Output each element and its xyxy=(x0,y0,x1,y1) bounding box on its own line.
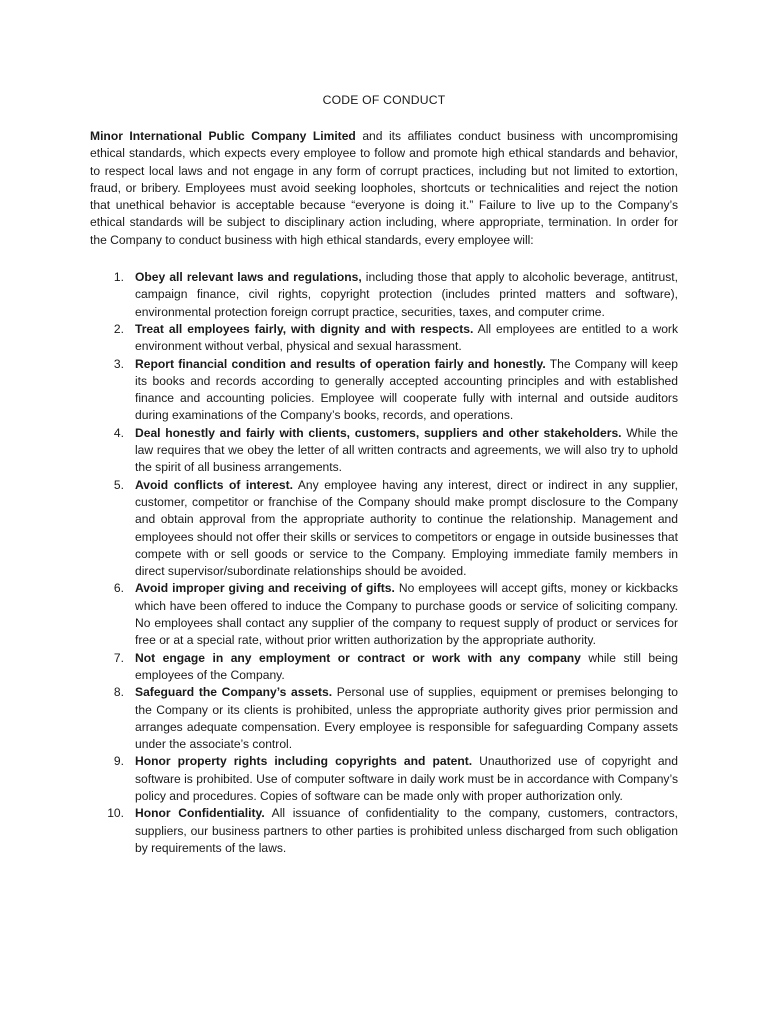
item-heading: Safeguard the Company’s assets. xyxy=(135,685,333,700)
intro-paragraph xyxy=(90,128,678,249)
item-text: The Company will keep its books and records according to generally accepted accounting principles and with established finance and accounting policies. Employee will cooperate fully with internal and outside auditors during examinations of the Company’s books, records, and operations. xyxy=(135,356,678,423)
list-item xyxy=(90,684,678,753)
item-text: while still being employees of the Company. xyxy=(135,650,679,682)
list-item xyxy=(90,425,678,477)
item-number: 3. xyxy=(113,356,124,371)
list-item xyxy=(90,321,678,356)
item-heading: Deal honestly and fairly with clients, customers, suppliers and other stakeholders. xyxy=(135,425,622,440)
item-text: Unauthorized use of copyright and software is prohibited. Use of computer software in daily work must be in accordance with Company’s policy and procedures. Copies of software can be made only with proper authorization only. xyxy=(135,754,678,803)
item-text: All issuance of confidentiality to the company, customers, contractors, suppliers, our business partners to other parties is prohibited unless discharged from such obligation by requirements of the laws. xyxy=(135,806,678,855)
item-heading: Avoid improper giving and receiving of gifts. xyxy=(135,581,395,596)
conduct-list xyxy=(90,269,678,857)
item-heading: Avoid conflicts of interest. xyxy=(135,477,293,492)
intro-text: and its affiliates conduct business with uncompromising ethical standards, which expects every employee to follow and promote high ethical standards and behavior, to respect local laws and not engage in any form of corrupt practices, including but not limited to extortion, fraud, or bribery. Employees must avoid seeking loopholes, shortcuts or technicalities and reject the notion that unethical behavior is acceptable because “everyone is doing it.” Failure to live up to the Company’s ethical standards will be subject to disciplinary action including, where appropriate, termination. In order for the Company to conduct business with high ethical standards, every employee will: xyxy=(90,129,678,247)
item-heading: Not engage in any employment or contract or work with any company xyxy=(135,650,581,665)
company-name: Minor International Public Company Limited xyxy=(90,129,356,143)
list-item xyxy=(90,269,678,321)
item-heading: Obey all relevant laws and regulations, xyxy=(135,270,362,285)
item-text: While the law requires that we obey the letter of all written contracts and agreements, we will also try to uphold the spirit of all business arrangements. xyxy=(135,425,678,475)
list-item xyxy=(90,356,678,425)
item-text: Any employee having any interest, direct or indirect in any supplier, customer, competitor or franchise of the Company should make prompt disclosure to the Company and obtain approval from the appropriate authority to continue the relationship. Management and employees should not offer their skills or services to competitors or engage in outside businesses that compete with or sell goods or service to the Company. Employing immediate family members in direct supervisor/subordinate relationships should be avoided. xyxy=(135,477,678,579)
item-heading: Honor property rights including copyrights and patent. xyxy=(135,754,473,769)
item-number: 8. xyxy=(113,685,124,700)
item-heading: Honor Confidentiality. xyxy=(135,806,265,821)
item-heading: Treat all employees fairly, with dignity and with respects. xyxy=(135,321,474,336)
item-text: No employees will accept gifts, money or kickbacks which have been offered to induce the Company to purchase goods or service of soliciting company. No employees shall contact any supplier of the company to request supply of product or services for free or at a special rate, without prior written authorization by the appropriate authority. xyxy=(135,581,678,648)
document-title: CODE OF CONDUCT xyxy=(322,93,446,107)
item-heading: Report financial condition and results of operation fairly and honestly. xyxy=(135,356,546,371)
item-number: 10. xyxy=(107,806,124,821)
item-text: All employees are entitled to a work environment without verbal, physical and sexual harassment. xyxy=(135,321,678,354)
list-item xyxy=(90,753,678,805)
item-number: 5. xyxy=(113,477,124,492)
item-number: 6. xyxy=(113,581,124,596)
list-item xyxy=(90,650,678,685)
item-number: 4. xyxy=(113,425,124,440)
item-number: 7. xyxy=(113,650,124,665)
list-item xyxy=(90,477,678,581)
item-number: 2. xyxy=(113,321,124,336)
item-text: Personal use of supplies, equipment or premises belonging to the Company or its clients is prohibited, unless the appropriate authority gives prior permission and arranges adequate compensation. Every employee is responsible for safeguarding Company assets under the associate’s control. xyxy=(135,685,678,752)
list-item xyxy=(90,805,678,857)
item-text: including those that apply to alcoholic beverage, antitrust, campaign finance, civil rights, copyright protection (includes printed matters and software), environmental protection foreign corrupt practice, securities, taxes, and computer crime. xyxy=(135,270,678,319)
document-page xyxy=(90,0,678,857)
item-number: 9. xyxy=(113,754,124,769)
list-item xyxy=(90,580,678,649)
item-number: 1. xyxy=(113,270,124,285)
